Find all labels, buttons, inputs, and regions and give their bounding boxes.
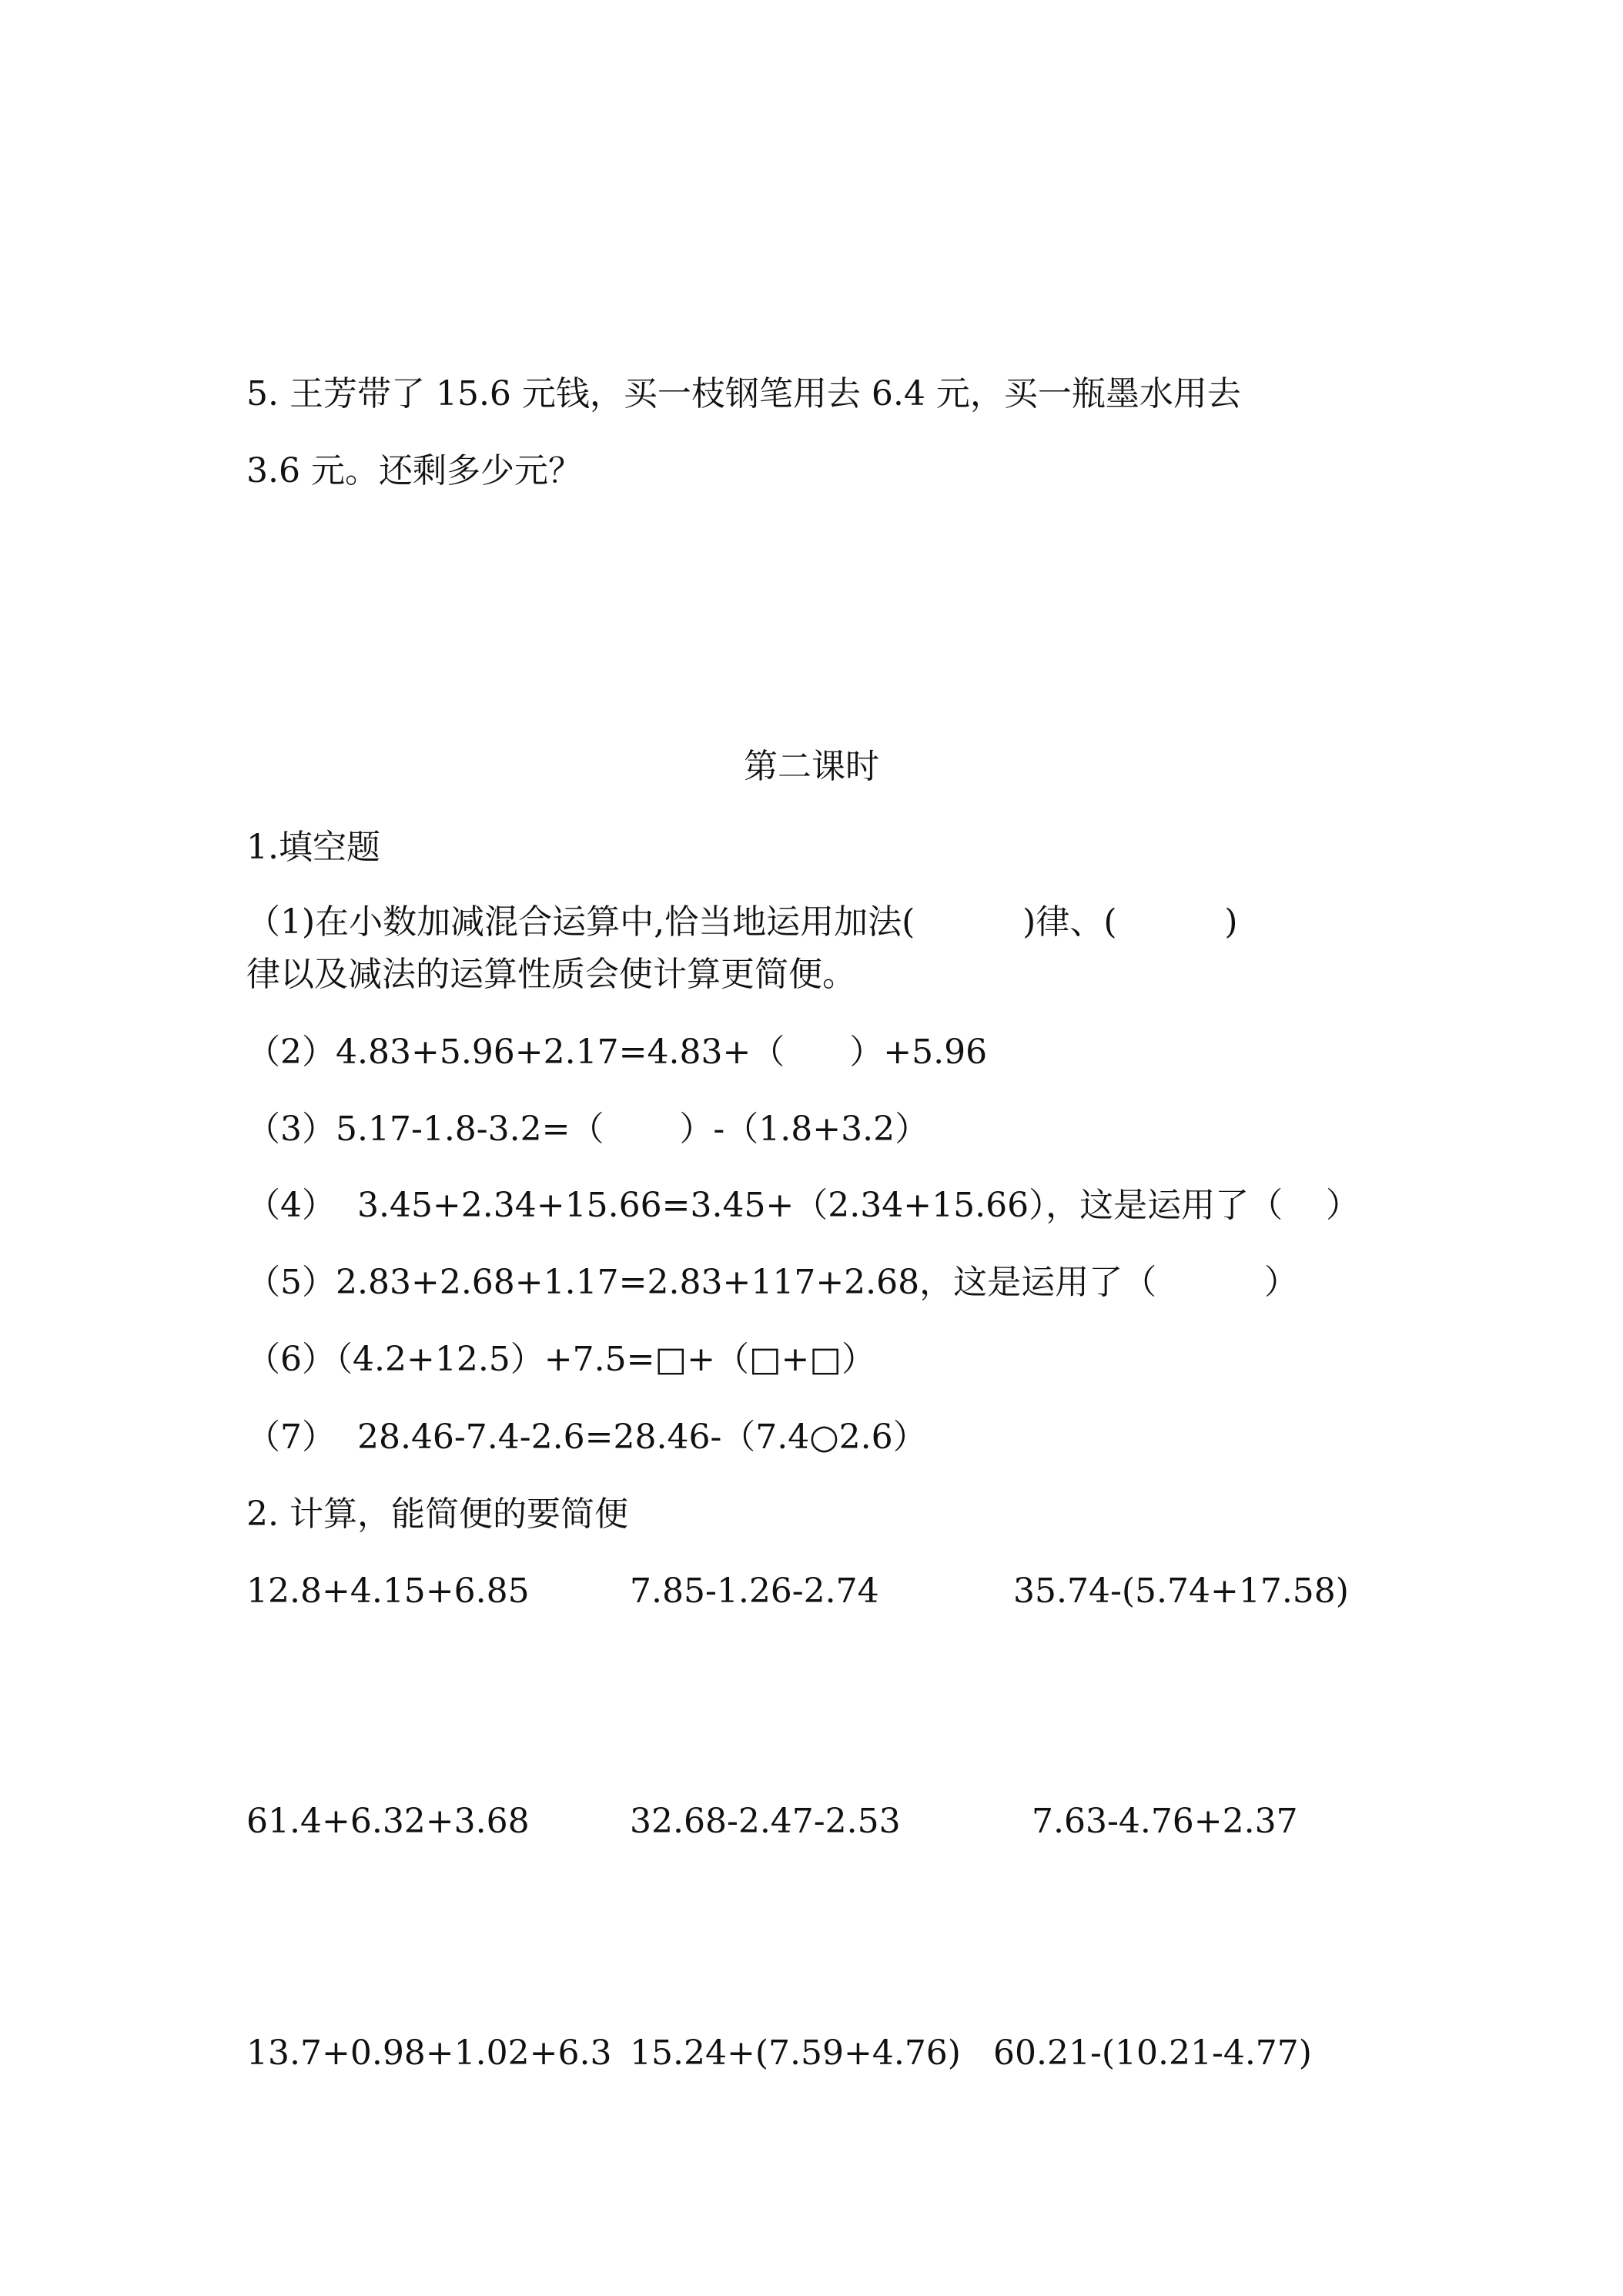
fill-item-1-line-2: 律以及减法的运算性质会使计算更简便。: [246, 955, 856, 994]
fill-item-7: （7） 28.46-7.4-2.6=28.46-（7.4○2.6）: [246, 1417, 927, 1457]
problem-5-line-2: 3.6 元。还剩多少元？: [246, 451, 582, 490]
problem-5-line-1: 5. 王芳带了 15.6 元钱，买一枝钢笔用去 6.4 元，买一瓶墨水用去: [246, 374, 1241, 413]
calc-row-2-col-1: 61.4+6.32+3.68: [246, 1802, 530, 1841]
section-1-heading: 1.填空题: [246, 828, 380, 867]
fill-item-3: （3）5.17-1.8-3.2=（ ）-（1.8+3.2）: [246, 1110, 929, 1149]
fill-item-4: （4） 3.45+2.34+15.66=3.45+（2.34+15.66），这是运用了（ ）: [246, 1186, 1360, 1225]
calc-row-3-col-1: 13.7+0.98+1.02+6.3: [246, 2033, 612, 2073]
section-2-heading: 2. 计算，能简便的要简便: [246, 1494, 628, 1534]
fill-item-2: （2）4.83+5.96+2.17=4.83+（ ）+5.96: [246, 1033, 988, 1072]
calc-row-1-col-3: 35.74-(5.74+17.58): [1013, 1571, 1349, 1611]
calc-row-1-col-2: 7.85-1.26-2.74: [630, 1571, 879, 1611]
calc-row-3-col-2: 15.24+(7.59+4.76): [630, 2033, 961, 2073]
calc-row-2-col-3: 7.63-4.76+2.37: [1032, 1802, 1298, 1841]
calc-row-1-col-1: 12.8+4.15+6.85: [246, 1571, 530, 1611]
fill-item-5: （5）2.83+2.68+1.17=2.83+117+2.68，这是运用了（ ）: [246, 1263, 1299, 1302]
calc-row-3-col-3: 60.21-(10.21-4.77): [993, 2033, 1312, 2073]
lesson-title: 第二课时: [744, 747, 879, 786]
fill-item-1-line-1: （1)在小数加减混合运算中,恰当地运用加法( )律、( ): [246, 902, 1238, 942]
calc-row-2-col-2: 32.68-2.47-2.53: [630, 1802, 901, 1841]
fill-item-6: （6）（4.2+12.5）+7.5=□+（□+□）: [246, 1340, 875, 1379]
